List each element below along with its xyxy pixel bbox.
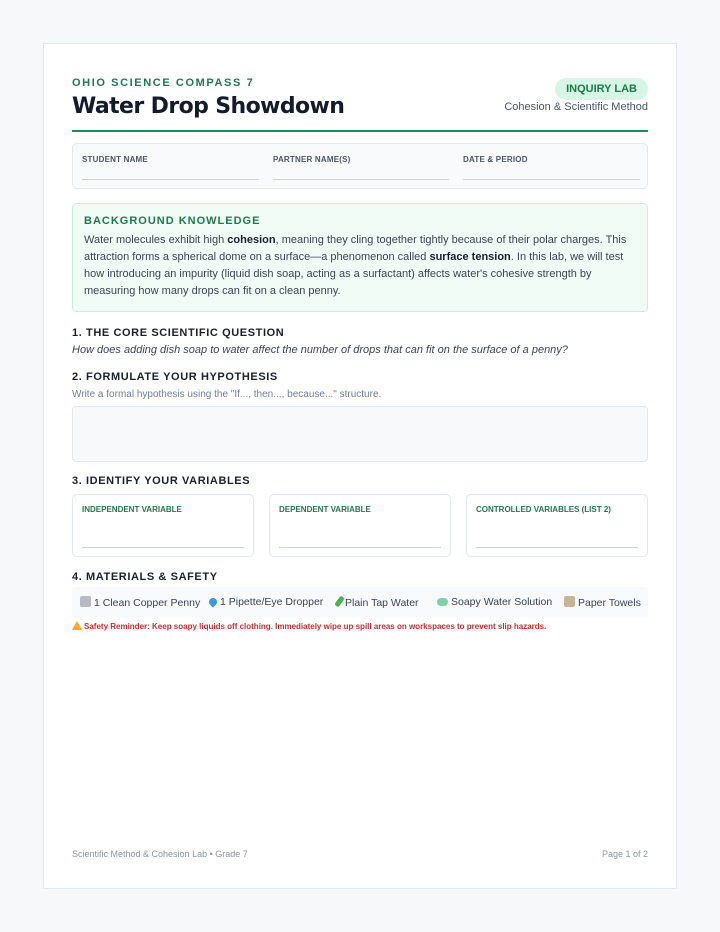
surface-tension-term: surface tension bbox=[429, 251, 511, 263]
droplet-icon bbox=[207, 596, 218, 607]
section-variables-title: 3. IDENTIFY YOUR VARIABLES bbox=[72, 475, 251, 487]
date-period-label: DATE & PERIOD bbox=[463, 155, 528, 164]
controlled-variables-box[interactable] bbox=[466, 494, 648, 557]
page-title: Water Drop Showdown bbox=[72, 94, 345, 119]
controlled-variables-line bbox=[476, 547, 638, 548]
page-subtitle: Cohesion & Scientific Method bbox=[504, 101, 648, 113]
student-name-line bbox=[82, 179, 259, 180]
dependent-variable-label: DEPENDENT VARIABLE bbox=[279, 505, 371, 514]
paper-towel-icon bbox=[564, 596, 575, 607]
footer-page-number: Page 1 of 2 bbox=[601, 849, 648, 859]
material-item: 1 Clean Copper Penny bbox=[80, 596, 200, 609]
dependent-variable-line bbox=[279, 547, 441, 548]
footer-course-info: Scientific Method & Cohesion Lab • Grade 7 bbox=[72, 849, 248, 859]
student-info-row bbox=[72, 143, 648, 189]
material-item: 1 Pipette/Eye Dropper bbox=[209, 596, 323, 608]
hypothesis-hint: Write a formal hypothesis using the "If..., then..., because..." structure. bbox=[72, 389, 382, 400]
dependent-variable-box[interactable] bbox=[269, 494, 451, 557]
date-period-field[interactable] bbox=[463, 155, 640, 164]
partner-names-label: PARTNER NAME(S) bbox=[273, 155, 351, 164]
independent-variable-line bbox=[82, 547, 244, 548]
independent-variable-label: INDEPENDENT VARIABLE bbox=[82, 505, 182, 514]
warning-icon bbox=[72, 621, 82, 630]
background-knowledge-box bbox=[72, 203, 648, 312]
partner-names-field[interactable] bbox=[273, 155, 449, 164]
materials-list bbox=[72, 587, 648, 617]
partner-names-line bbox=[273, 179, 449, 180]
page-header bbox=[72, 77, 648, 132]
scientific-question: How does adding dish soap to water affect the number of drops that can fit on the surface of a penny? bbox=[72, 344, 568, 356]
section-hypothesis-title: 2. FORMULATE YOUR HYPOTHESIS bbox=[72, 371, 278, 383]
material-item: Soapy Water Solution bbox=[437, 596, 552, 608]
section-materials-title: 4. MATERIALS & SAFETY bbox=[72, 571, 218, 583]
test-tube-icon bbox=[334, 596, 344, 608]
section-question-title: 1. THE CORE SCIENTIFIC QUESTION bbox=[72, 327, 285, 339]
background-text: Water molecules exhibit high cohesion, meaning they cling together tightly because of their polar charges. This attraction forms a spherical dome on a surface—a phenomenon called surface tension. In this lab, we will test how introducing an impurity (liquid dish soap, acting as a surfactant) affects water's cohesive strength by measuring how many drops can fit on a clean penny. bbox=[84, 234, 627, 297]
student-name-label: STUDENT NAME bbox=[82, 155, 148, 164]
course-name: OHIO SCIENCE COMPASS 7 bbox=[72, 77, 255, 89]
soap-icon bbox=[437, 598, 448, 606]
safety-reminder: Safety Reminder: Keep soapy liquids off clothing. Immediately wipe up spill areas on workspaces to prevent slip hazards. bbox=[72, 621, 546, 631]
penny-icon bbox=[80, 596, 91, 607]
material-item: Paper Towels bbox=[564, 596, 641, 609]
independent-variable-box[interactable] bbox=[72, 494, 254, 557]
inquiry-lab-badge: INQUIRY LAB bbox=[555, 78, 648, 100]
background-title: BACKGROUND KNOWLEDGE bbox=[84, 215, 261, 227]
material-item: Plain Tap Water bbox=[337, 596, 419, 609]
hypothesis-input-box[interactable] bbox=[72, 406, 648, 462]
controlled-variables-label: CONTROLLED VARIABLES (LIST 2) bbox=[476, 505, 611, 514]
worksheet-page bbox=[43, 43, 677, 889]
cohesion-term: cohesion bbox=[227, 234, 276, 246]
student-name-field[interactable] bbox=[82, 155, 259, 164]
date-period-line bbox=[463, 179, 640, 180]
